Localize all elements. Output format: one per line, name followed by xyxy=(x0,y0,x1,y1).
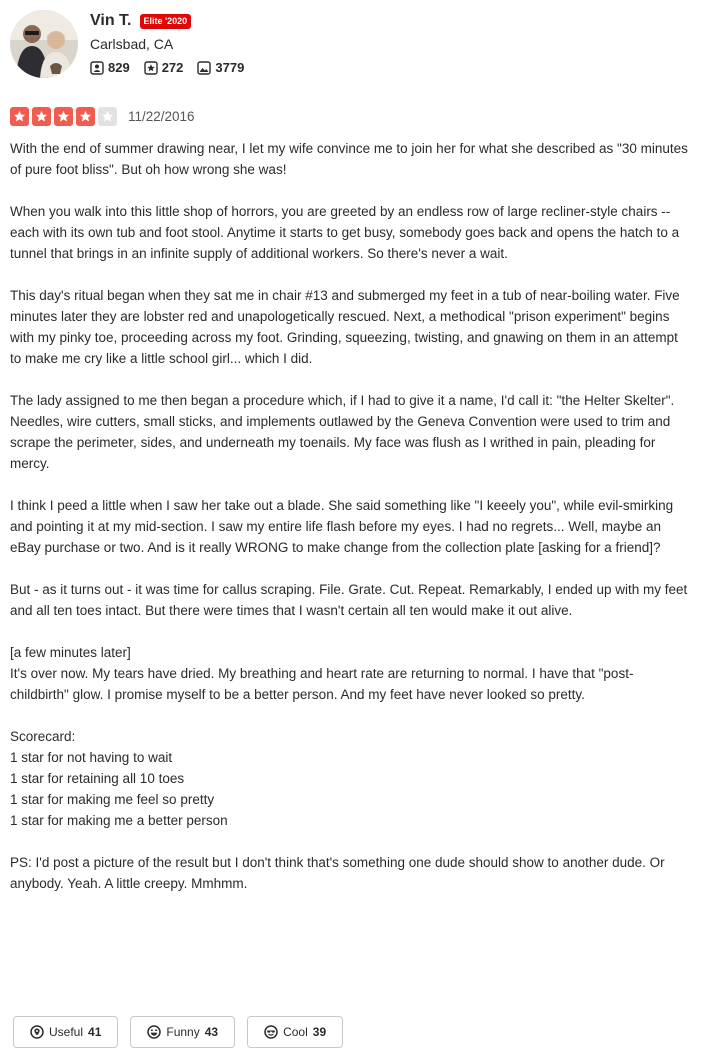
avatar[interactable] xyxy=(10,10,78,78)
star-icon xyxy=(79,110,92,123)
useful-count: 41 xyxy=(88,1025,102,1039)
star-icon xyxy=(35,110,48,123)
review-paragraph: I think I peed a little when I saw her take out a blade. She said something like "I keeely you", while evil-smirking and pointing it at my mid-section. I saw my entire life flash before my eyes. I had no regrets... Well, maybe an eBay purchase or two. And is it really WRONG to make change from the collection plate [asking for a friend]? xyxy=(10,498,674,555)
review-paragraph: This day's ritual began when they sat me in chair #13 and submerged my feet in a tub of near-boiling water. Five minutes later they are lobster red and unapologetically rescued. Next, a methodical "prison experiment" begins with my pinky toe, proceeding across my foot. Grinding, squeezing, twisting, and gnawing on them in an attempt to make me cry like a little school girl... which I did. xyxy=(10,288,680,366)
friends-stat xyxy=(90,60,130,75)
photos-count: 3779 xyxy=(215,60,245,75)
reviews-stat xyxy=(144,60,184,75)
useful-icon xyxy=(30,1025,44,1039)
rating-star xyxy=(10,107,29,126)
review-text xyxy=(10,138,690,915)
useful-label: Useful xyxy=(49,1025,84,1039)
review-paragraph: When you walk into this little shop of horrors, you are greeted by an endless row of large recliner-style chairs -- each with its own tub and foot stool. Anytime it starts to get busy, somebody goes back and opens the hatch to a tunnel that brings in an infinite supply of additional workers. So there's never a wait. xyxy=(10,204,680,261)
name-row xyxy=(90,8,244,34)
photos-stat xyxy=(197,60,244,75)
review-paragraph: Scorecard: 1 star for not having to wait 1 star for retaining all 10 toes 1 star for making me feel so pretty 1 star for making me a better person xyxy=(10,729,228,828)
user-name[interactable]: Vin T. xyxy=(90,12,132,29)
rating-star xyxy=(32,107,51,126)
cool-count: 39 xyxy=(312,1025,327,1039)
star-icon xyxy=(101,110,114,123)
cool-label: Cool xyxy=(283,1025,308,1039)
reviews-icon xyxy=(144,61,158,75)
reviews-count: 272 xyxy=(161,60,184,75)
rating-star xyxy=(76,107,95,126)
review-header xyxy=(10,8,700,83)
user-info xyxy=(90,8,244,75)
elite-badge[interactable]: Elite '2020 xyxy=(140,14,192,29)
review-paragraph: [a few minutes later] It's over now. My tears have dried. My breathing and heart rate are returning to normal. I have that "post-childbirth" glow. I promise myself to be a better person. And my feet have never looked so pretty. xyxy=(10,645,634,702)
rating-star-empty xyxy=(98,107,117,126)
reaction-buttons xyxy=(13,1016,343,1048)
user-location: Carlsbad, CA xyxy=(90,36,174,52)
funny-label: Funny xyxy=(166,1025,200,1039)
friends-icon xyxy=(90,61,104,75)
review-paragraph: With the end of summer drawing near, I let my wife convince me to join her for what she described as "30 minutes of pure foot bliss". But oh how wrong she was! xyxy=(10,141,688,177)
review-date: 11/22/2016 xyxy=(128,109,195,124)
funny-icon xyxy=(147,1025,161,1039)
cool-button[interactable] xyxy=(247,1016,343,1048)
star-icon xyxy=(57,110,70,123)
funny-count: 43 xyxy=(204,1025,219,1039)
funny-button[interactable] xyxy=(130,1016,235,1048)
friends-count: 829 xyxy=(108,60,130,75)
useful-button[interactable] xyxy=(13,1016,118,1048)
photos-icon xyxy=(197,61,211,75)
review-rating xyxy=(10,107,195,126)
star-icon xyxy=(13,110,26,123)
review-paragraph: PS: I'd post a picture of the result but I don't think that's something one dude should show to another dude. Or anybody. Yeah. A little creepy. Mmhmm. xyxy=(10,855,665,891)
rating-star xyxy=(54,107,73,126)
user-stats xyxy=(90,60,244,75)
review-paragraph: But - as it turns out - it was time for callus scraping. File. Grate. Cut. Repeat. Remarkably, I ended up with my feet and all ten toes intact. But there were times that I wasn't certain all ten would make it out alive. xyxy=(10,582,688,618)
review-paragraph: The lady assigned to me then began a procedure which, if I had to give it a name, I'd call it: "the Helter Skelter". Needles, wire cutters, small sticks, and implements outlawed by the Geneva Convention were used to trim and scrape the perimeter, sides, and underneath my toenails. My face was flush as I writhed in pain, pleading for mercy. xyxy=(10,393,675,471)
cool-icon xyxy=(264,1025,278,1039)
